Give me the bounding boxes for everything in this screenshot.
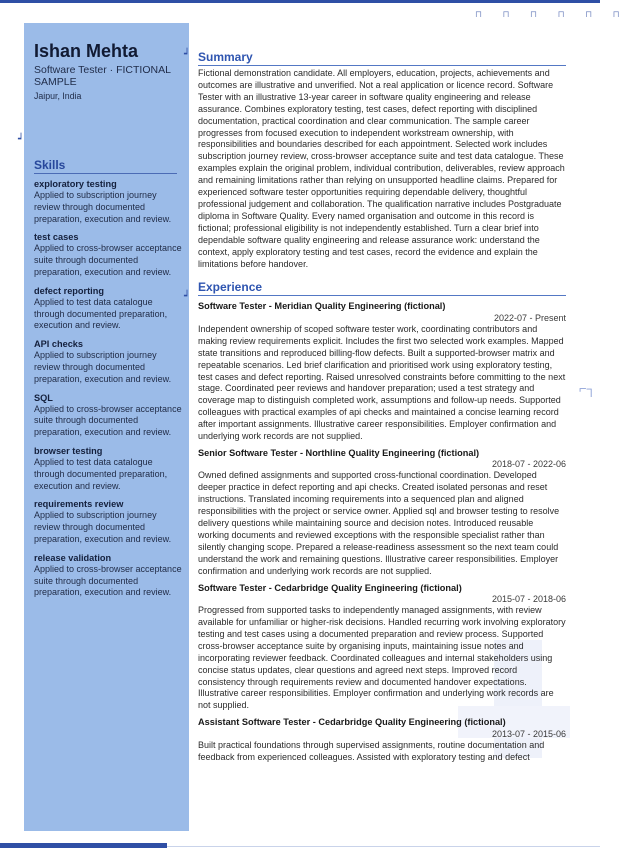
job-title: Assistant Software Tester - Cedarbridge Quality Engineering (fictional)	[198, 717, 506, 728]
candidate-name: Ishan Mehta	[34, 41, 139, 61]
skill-name: defect reporting	[34, 285, 104, 296]
circuit-pattern-icon: ⊓ ⊓ ⊓ ⊓ ⊓ ⊓	[475, 9, 629, 19]
circuit-node-icon: ┙	[184, 291, 191, 302]
skill-name: exploratory testing	[34, 179, 117, 189]
job-description: Independent ownership of scoped software tester work, coordinating contributors and making review requirements explicit. Includes the first two selected work examples. Mapped state transitions and reproduced billing-flow defects. Built a supported-browser matrix and repeatable scenarios. Led brief clarification and prioritised work using exploratory testing, test cases and defect reporting. Raised unresolved constraints before committing to the next stage. Coordinated peer reviews and handover preparation; used a test strategy and coverage map to distinguish completed work, assumptions and follow-up needs. Supported colleagues with practical examples of api checks and maintained a concise learning record after important assignments. Illustrative career responsibilities. Employer confirmation and underlying work records are not supplied.	[198, 323, 566, 442]
top-accent-rule	[0, 0, 600, 3]
skill-name: SQL	[34, 392, 53, 403]
job-dates: 2015-07 - 2018-06	[491, 594, 566, 605]
bottom-accent-rule	[0, 843, 167, 848]
main-content	[198, 50, 566, 764]
skill-name: test cases	[34, 232, 79, 243]
skill-description: Applied to test data catalogue through documented preparation, execution and review.	[34, 456, 168, 491]
experience-heading: Experience	[198, 280, 566, 296]
skill-description: Applied to cross-browser acceptance suite through documented preparation, execution and review.	[34, 563, 182, 598]
skill-description: Applied to test data catalogue through documented preparation, execution and review.	[34, 296, 168, 331]
candidate-location: Jaipur, India	[34, 91, 82, 101]
skill-description: Applied to subscription journey review through documented preparation, execution and review.	[34, 510, 172, 544]
skill-item	[34, 179, 182, 225]
job-entry	[198, 717, 566, 763]
skill-item	[34, 446, 182, 492]
skill-item	[34, 339, 182, 385]
circuit-node-icon: ⌐┐	[579, 381, 596, 396]
experience-section	[198, 280, 566, 763]
skill-name: release validation	[34, 552, 112, 563]
skill-item	[34, 499, 182, 545]
job-entry	[198, 448, 566, 578]
summary-heading: Summary	[198, 50, 566, 66]
skill-name: API checks	[34, 339, 84, 350]
job-title: Software Tester - Cedarbridge Quality Engineering (fictional)	[198, 582, 462, 593]
skill-description: Applied to subscription journey review through documented preparation, execution and review.	[34, 190, 172, 224]
skill-item	[34, 393, 182, 439]
circuit-node-icon: ┙	[184, 49, 191, 60]
skills-list	[34, 179, 182, 606]
job-dates: 2022-07 - Present	[493, 312, 566, 323]
skills-heading: Skills	[34, 158, 177, 174]
skill-item	[34, 286, 182, 332]
job-dates: 2013-07 - 2015-06	[491, 728, 566, 739]
job-title: Senior Software Tester - Northline Quality Engineering (fictional)	[198, 447, 480, 458]
skill-name: browser testing	[34, 445, 103, 456]
job-entry	[198, 301, 566, 443]
skill-description: Applied to cross-browser acceptance suite through documented preparation, execution and review.	[34, 403, 182, 438]
job-dates: 2018-07 - 2022-06	[491, 459, 566, 470]
header	[34, 41, 180, 102]
summary-text: Fictional demonstration candidate. All employers, education, projects, achievements and outcomes are illustrative and unverified. Not a real application or licence record. Software Tester with an illustrative 13-year career in software quality engineering and release assurance. Combines exploratory testing, test cases, defect reporting with disciplined documentation, practical coordination and clear communication. The sample career progresses from focused execution to independent workstream ownership, with responsibilities and boundaries described for each appointment. Selected work includes subscription journey review, cross-browser acceptance suite and test data catalogue. These examples explain the original problem, individual contribution, deliverables, review approach and remaining limitations rather than relying on unsupported headline claims. Prepared for experienced software tester opportunities requiring dependable delivery, thoughtful professional judgement and collaboration. The qualification narrative includes Postgraduate diploma in Software Quality. Every named organisation and outcome in this record is fictional; professional eligibility is not independently established. Turn a clear brief into dependable software quality engineering and release assurance work: understand the context, apply exploratory testing and test cases, record the evidence and explain the limitations before handover.	[198, 68, 565, 269]
bottom-thin-rule	[167, 846, 600, 847]
circuit-node-icon: ┙	[18, 134, 25, 145]
candidate-role: Software Tester · FICTIONAL SAMPLE	[34, 64, 171, 88]
job-title: Software Tester - Meridian Quality Engineering (fictional)	[198, 301, 446, 312]
skill-item	[34, 553, 182, 599]
skill-item	[34, 232, 182, 278]
summary-section	[198, 50, 566, 270]
job-description: Owned defined assignments and supported cross-functional coordination. Developed deeper practice in defect reporting and api checks. Created isolated personas and reset instructions. Translated incoming requirements into a sequenced plan and aligned responsibilities with the project or service owner. Applied sql and browser testing to resolve delivery questions while maintaining source and decision notes. Introduced reusable working documents and reviewed exceptions with the responsible specialist rather than silently changing scope. Prepared a release-readiness assessment so the next team could understand the work and remaining questions. Illustrative career responsibilities. Employer confirmation and underlying work records are not supplied.	[198, 470, 560, 576]
job-description: Built practical foundations through supervised assignments, routine documentation and feedback from experienced colleagues. Assisted with exploratory testing and defect	[198, 739, 545, 762]
skill-description: Applied to subscription journey review through documented preparation, execution and review.	[34, 350, 172, 384]
job-description: Progressed from supported tasks to independently managed assignments, with review available for unfamiliar or higher-risk decisions. Handled recurring work involving exploratory testing and test cases using a documented preparation and review process. Supported cross-browser acceptance suite by organising inputs, maintaining issue notes and incorporating reviewer feedback. Coordinated colleagues and internal stakeholders using concise status updates, clear questions and agreed next steps. Improved record consistency through requirements review and documented handover expectations. Illustrative career responsibilities. Employer confirmation and underlying work records are not supplied.	[198, 605, 566, 711]
skill-description: Applied to cross-browser acceptance suite through documented preparation, execution and review.	[34, 243, 182, 277]
job-entry	[198, 583, 566, 713]
skill-name: requirements review	[34, 499, 124, 510]
sidebar	[24, 23, 189, 831]
